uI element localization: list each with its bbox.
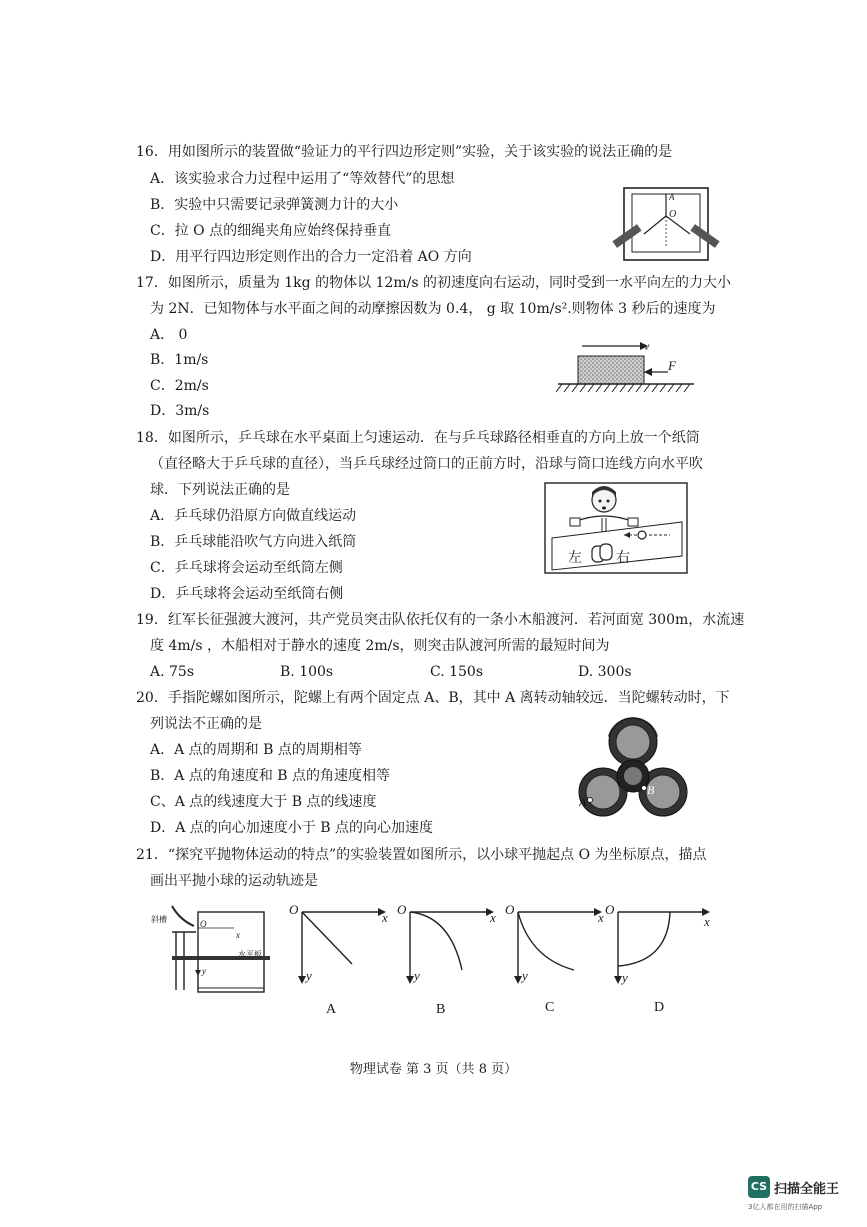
q21-graph-d-x: x	[704, 914, 710, 929]
q21-graph-a-y: y	[306, 968, 312, 983]
q21-stem-line2: 画出平抛小球的运动轨迹是	[150, 873, 318, 889]
q16-stem: 16．用如图所示的装置做“验证力的平行四边形定则”实验，关于该实验的说法正确的是	[136, 144, 673, 160]
q21-caption-b: B	[436, 1002, 446, 1017]
q21-label-slope: 斜槽	[151, 915, 167, 924]
q20-stem-line2: 列说法不正确的是	[150, 716, 262, 732]
q21-graph-c-x: x	[598, 910, 604, 925]
q17-label-f: F	[668, 358, 676, 373]
q20-option-b: B．A 点的角速度和 B 点的角速度相等	[150, 768, 391, 784]
q21-app-label-o: O	[200, 919, 207, 929]
q16-option-c: C．拉 O 点的细绳夹角应始终保持垂直	[150, 223, 392, 239]
q21-app-label-x: x	[236, 930, 240, 940]
q19-option-a: A. 75s	[150, 664, 195, 680]
page-footer: 物理试卷 第 3 页（共 8 页）	[349, 1062, 518, 1077]
q19-option-c: C. 150s	[430, 664, 484, 680]
q21-graph-a-o: O	[289, 902, 299, 917]
q18-label-right: 右	[616, 550, 630, 566]
q20-option-d: D．A 点的向心加速度小于 B 点的向心加速度	[150, 820, 433, 836]
q17-option-c: C．2m/s	[150, 378, 209, 394]
q17-stem-line1: 17．如图所示，质量为 1kg 的物体以 12m/s 的初速度向右运动，同时受到一水平向左的力大小	[136, 275, 731, 291]
q19-option-b: B. 100s	[280, 664, 334, 680]
q19-option-d: D. 300s	[578, 664, 632, 680]
q18-figure	[544, 482, 688, 574]
q21-app-label-y: y	[202, 966, 206, 976]
watermark-name: 扫描全能王	[774, 1182, 840, 1197]
q18-label-left: 左	[568, 550, 582, 566]
q21-graph-d-y: y	[622, 970, 628, 985]
q16-figure	[610, 186, 722, 270]
q21-graph-a-x: x	[382, 910, 388, 925]
q18-stem-line3: 球．下列说法正确的是	[150, 482, 290, 498]
q17-option-a: A． 0	[150, 327, 188, 343]
q20-option-c: C、A 点的线速度大于 B 点的线速度	[150, 794, 377, 810]
watermark-subtitle: 3亿人都在用的扫描App	[748, 1203, 823, 1211]
q21-graph-b-x: x	[490, 910, 496, 925]
scanner-watermark	[748, 1176, 858, 1216]
q18-stem-line2: （直径略大于乒乓球的直径），当乒乓球经过筒口的正前方时，沿球与筒口连线方向水平吹	[150, 456, 703, 472]
q20-figure	[578, 716, 688, 818]
q17-option-d: D．3m/s	[150, 403, 210, 419]
q19-options	[150, 662, 650, 682]
q21-graph-c-o: O	[505, 902, 515, 917]
q21-caption-d: D	[654, 1000, 665, 1015]
q18-stem-line1: 18．如图所示，乒乓球在水平桌面上匀速运动．在与乒乓球路径相垂直的方向上放一个纸筒	[136, 430, 700, 446]
q19-stem-line1: 19．红军长征强渡大渡河，共产党员突击队依托仅有的一条小木船渡河．若河面宽 300m，水流速	[136, 612, 745, 628]
q21-graph-b-y: y	[414, 968, 420, 983]
q17-label-v: v	[644, 339, 650, 353]
q21-graph-b	[396, 902, 500, 992]
q21-caption-a: A	[326, 1002, 337, 1017]
q16-option-b: B．实验中只需要记录弹簧测力计的大小	[150, 197, 399, 213]
q21-caption-c: C	[545, 1000, 555, 1015]
q18-option-d: D．乒乓球将会运动至纸筒右侧	[150, 586, 344, 602]
q21-graph-c-y: y	[522, 968, 528, 983]
q21-graph-b-o: O	[397, 902, 407, 917]
q17-stem-line2: 为 2N．已知物体与水平面之间的动摩擦因数为 0.4， g 取 10m/s².则物体 3 秒后的速度为	[150, 301, 716, 317]
q21-stem-line1: 21．“探究平抛物体运动的特点”的实验装置如图所示，以小球平抛起点 O 为坐标原点，描点	[136, 847, 707, 863]
q20-label-b: B	[647, 783, 655, 797]
q21-graph-c	[504, 902, 608, 992]
q16-label-o: O	[669, 209, 677, 220]
q18-option-a: A．乒乓球仍沿原方向做直线运动	[150, 508, 357, 524]
q20-option-a: A．A 点的周期和 B 点的周期相等	[150, 742, 362, 758]
q16-option-a: A．该实验求合力过程中运用了“等效替代”的思想	[150, 171, 455, 187]
q21-graph-d	[604, 902, 716, 992]
camscanner-logo-icon: CS	[748, 1176, 770, 1198]
q21-apparatus	[150, 904, 274, 996]
q17-figure	[556, 334, 696, 400]
q16-option-d: D．用平行四边形定则作出的合力一定沿着 AO 方向	[150, 249, 472, 265]
q20-stem-line1: 20．手指陀螺如图所示，陀螺上有两个固定点 A、B，其中 A 离转动轴较远．当陀螺转动时，下	[136, 690, 730, 706]
q21-graph-a	[288, 902, 392, 992]
q21-graph-d-o: O	[605, 902, 615, 917]
q18-option-b: B．乒乓球能沿吹气方向进入纸筒	[150, 534, 357, 550]
q19-stem-line2: 度 4m/s ，木船相对于静水的速度 2m/s，则突击队渡河所需的最短时间为	[150, 638, 610, 654]
q17-option-b: B．1m/s	[150, 352, 209, 368]
q21-label-board: 水平板	[238, 950, 262, 959]
q20-label-a: A	[579, 795, 587, 809]
q16-label-a: A	[669, 192, 675, 202]
q18-option-c: C．乒乓球将会运动至纸筒左侧	[150, 560, 343, 576]
